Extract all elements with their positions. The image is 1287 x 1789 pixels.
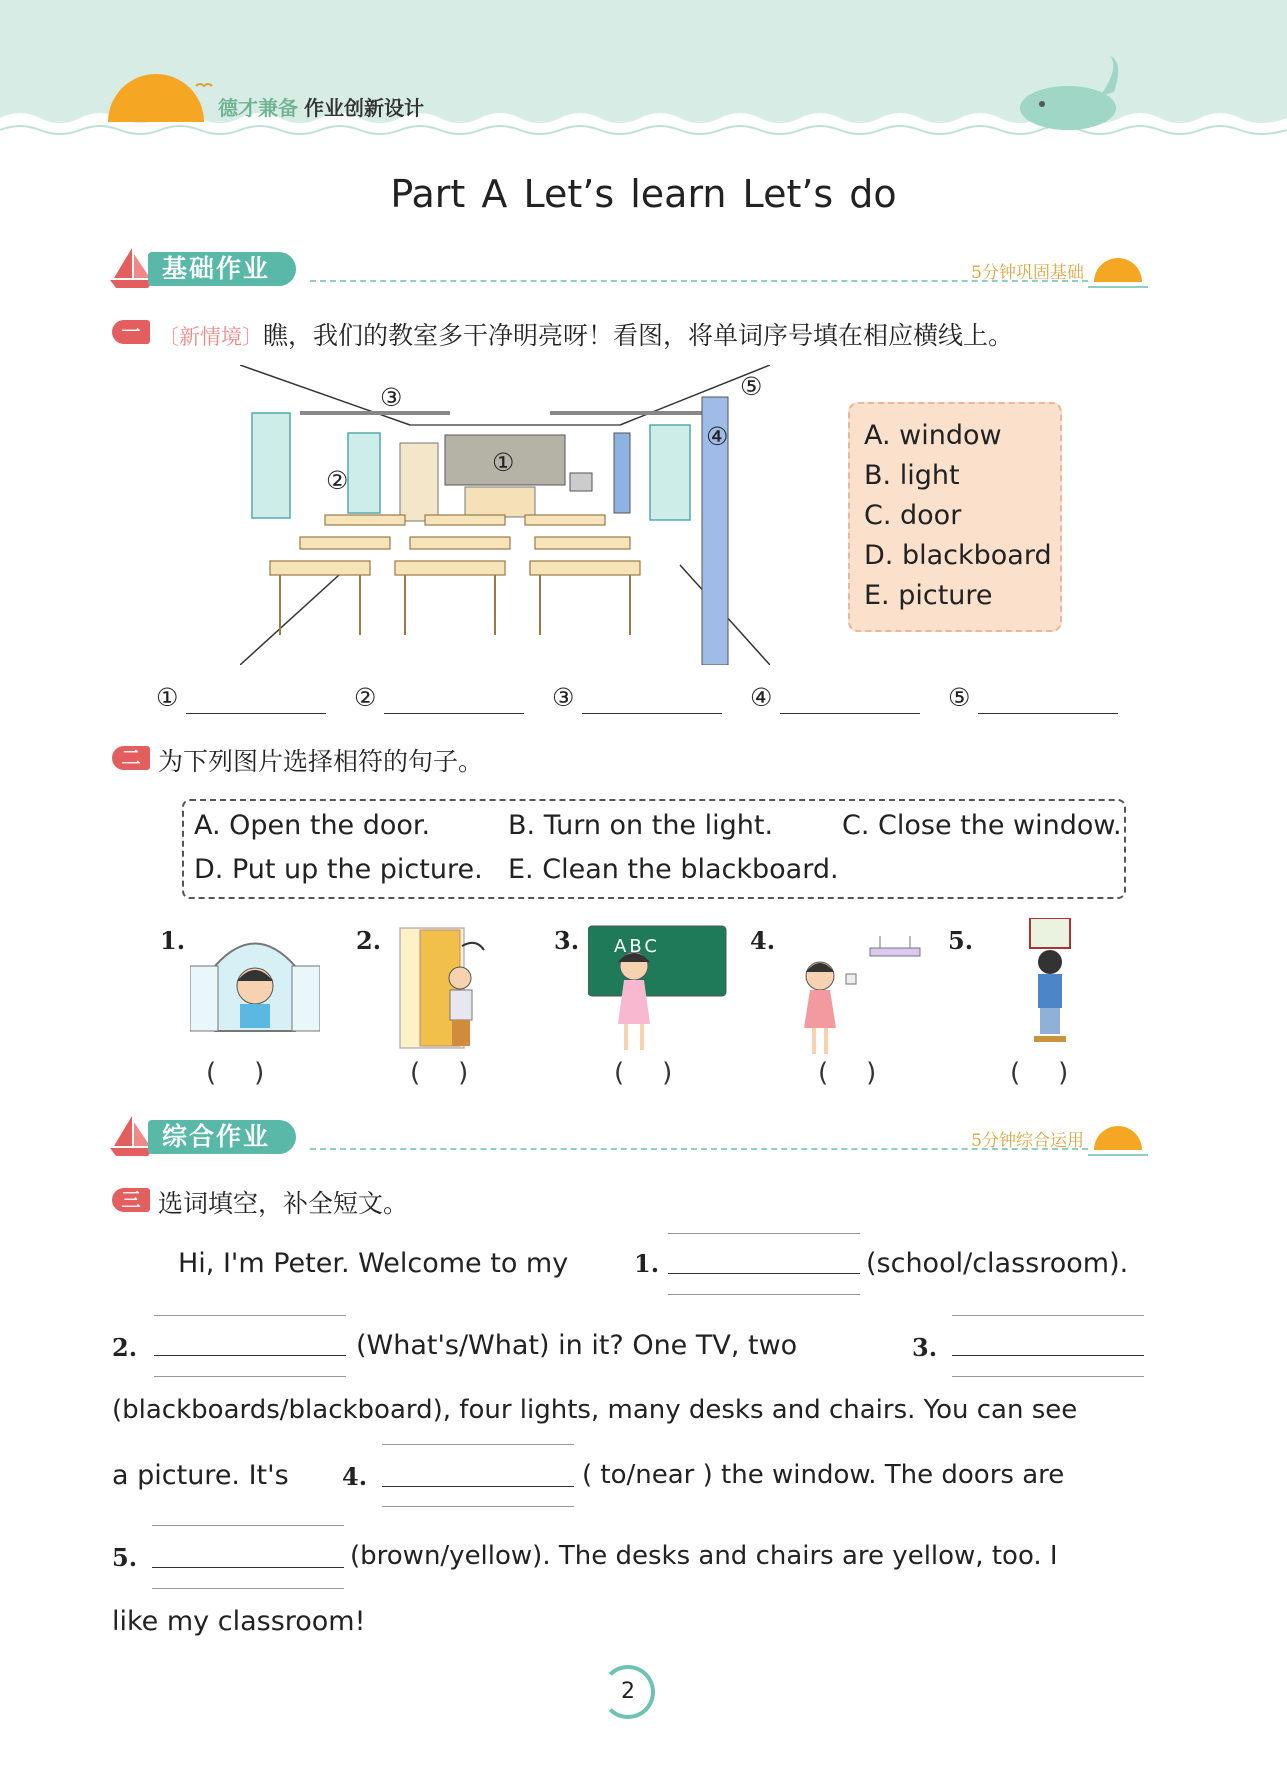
guide-line: [154, 1376, 346, 1377]
para-line4-a: a picture. It's: [112, 1460, 289, 1491]
answer-label-5: ⑤: [948, 683, 971, 712]
picture-label-4: ④: [706, 422, 729, 451]
answer-blank-3[interactable]: [582, 713, 722, 714]
guide-line: [154, 1315, 346, 1316]
answer-paren-4[interactable]: (): [818, 1058, 915, 1088]
picture-number-2: 2.: [356, 926, 382, 955]
blackboard-text: ABC: [614, 936, 660, 957]
fill-blank-1[interactable]: [668, 1273, 860, 1274]
guide-line: [152, 1525, 344, 1526]
answer-label-3: ③: [552, 683, 575, 712]
guide-line: [152, 1588, 344, 1589]
classroom-illustration: [240, 365, 770, 665]
section-comprehensive-title: 综合作业: [148, 1120, 296, 1154]
brand-green: 德才兼备: [218, 96, 298, 120]
word-options-box: [848, 402, 1062, 632]
light-picture: [790, 932, 930, 1062]
sea-line: [1088, 1154, 1148, 1156]
picture-label-1: ①: [492, 448, 515, 477]
door-picture: [396, 922, 496, 1052]
section-basic-note: 5分钟巩固基础: [971, 263, 1084, 283]
page-number: 2: [601, 1665, 655, 1719]
answer-paren-3[interactable]: (): [614, 1058, 711, 1088]
question-3-instruction: 选词填空，补全短文。: [158, 1189, 409, 1218]
picture-number-3: 3.: [554, 926, 580, 955]
sentence-b: B. Turn on the light.: [508, 810, 774, 841]
fill-blank-4[interactable]: [382, 1486, 574, 1487]
fill-blank-2[interactable]: [154, 1355, 346, 1356]
picture-number-1: 1.: [160, 926, 186, 955]
answer-blank-4[interactable]: [780, 713, 920, 714]
brand-title: [218, 92, 424, 121]
answer-paren-5[interactable]: (): [1010, 1058, 1107, 1088]
para-line1-b: (school/classroom).: [866, 1248, 1129, 1279]
answer-blank-2[interactable]: [384, 713, 524, 714]
picture-label-5: ⑤: [740, 372, 763, 401]
fill-blank-5[interactable]: [152, 1567, 344, 1568]
answer-paren-1[interactable]: (): [206, 1058, 303, 1088]
para-line6: like my classroom!: [112, 1606, 366, 1637]
guide-line: [382, 1444, 574, 1445]
para-line1-a: Hi, I'm Peter. Welcome to my: [178, 1248, 569, 1279]
guide-line: [668, 1294, 860, 1295]
para-line2-a: (What's/What) in it? One TV, two: [356, 1330, 798, 1361]
question-marker-2: 二: [112, 746, 150, 770]
put-up-picture-picture: [1016, 918, 1076, 1058]
section-comprehensive-banner: [110, 1118, 1148, 1156]
blank-number-1: 1.: [634, 1249, 660, 1278]
question-2-instruction: 为下列图片选择相符的句子。: [158, 747, 484, 776]
sentence-d: D. Put up the picture.: [194, 854, 483, 885]
answer-label-1: ①: [156, 683, 179, 712]
option-d: D. blackboard: [864, 540, 1052, 571]
blank-number-4: 4.: [342, 1462, 368, 1491]
page-title: Part A Let’s learn Let’s do: [390, 172, 897, 216]
brand-dark: 作业创新设计: [304, 96, 424, 120]
sea-line: [1088, 286, 1148, 288]
picture-number-4: 4.: [750, 926, 776, 955]
blank-number-2: 2.: [112, 1333, 138, 1362]
section-comprehensive-note: 5分钟综合运用: [971, 1131, 1084, 1151]
picture-label-3: ③: [380, 383, 403, 412]
para-line3: (blackboards/blackboard), four lights, many desks and chairs. You can see: [112, 1395, 1078, 1425]
fill-blank-3[interactable]: [952, 1355, 1144, 1356]
picture-label-2: ②: [326, 466, 349, 495]
section-basic-title: 基础作业: [148, 252, 296, 286]
question-1-instruction: [158, 316, 1013, 352]
new-context-tag: 〔新情境〕: [158, 325, 263, 349]
header-band: [0, 0, 1287, 150]
guide-line: [952, 1376, 1144, 1377]
answer-blank-5[interactable]: [978, 713, 1118, 714]
answer-paren-2[interactable]: (): [410, 1058, 507, 1088]
sentence-a: A. Open the door.: [194, 810, 431, 841]
sun-icon: [1094, 1126, 1142, 1150]
option-c: C. door: [864, 500, 962, 531]
para-line5-a: (brown/yellow). The desks and chairs are yellow, too. I: [350, 1541, 1058, 1571]
option-a: A. window: [864, 420, 1002, 451]
sentence-c: C. Close the window.: [842, 810, 1122, 841]
blank-number-5: 5.: [112, 1543, 138, 1572]
guide-line: [668, 1233, 860, 1234]
sentence-e: E. Clean the blackboard.: [508, 854, 839, 885]
question-marker-1: 一: [112, 320, 150, 344]
question-marker-3: 三: [112, 1188, 150, 1212]
guide-line: [952, 1315, 1144, 1316]
answer-label-4: ④: [750, 683, 773, 712]
guide-line: [382, 1506, 574, 1507]
header-decoration: [0, 0, 1287, 150]
section-basic-banner: [110, 250, 1148, 288]
answer-label-2: ②: [354, 683, 377, 712]
option-b: B. light: [864, 460, 960, 491]
open-window-picture: [190, 926, 320, 1036]
blank-number-3: 3.: [912, 1333, 938, 1362]
picture-number-5: 5.: [948, 926, 974, 955]
para-line4-b: ( to/near ) the window. The doors are: [582, 1460, 1065, 1490]
option-e: E. picture: [864, 580, 993, 611]
answer-blank-1[interactable]: [186, 713, 326, 714]
question-1-text: 瞧，我们的教室多干净明亮呀！看图，将单词序号填在相应横线上。: [263, 321, 1014, 350]
sun-icon: [1094, 258, 1142, 282]
